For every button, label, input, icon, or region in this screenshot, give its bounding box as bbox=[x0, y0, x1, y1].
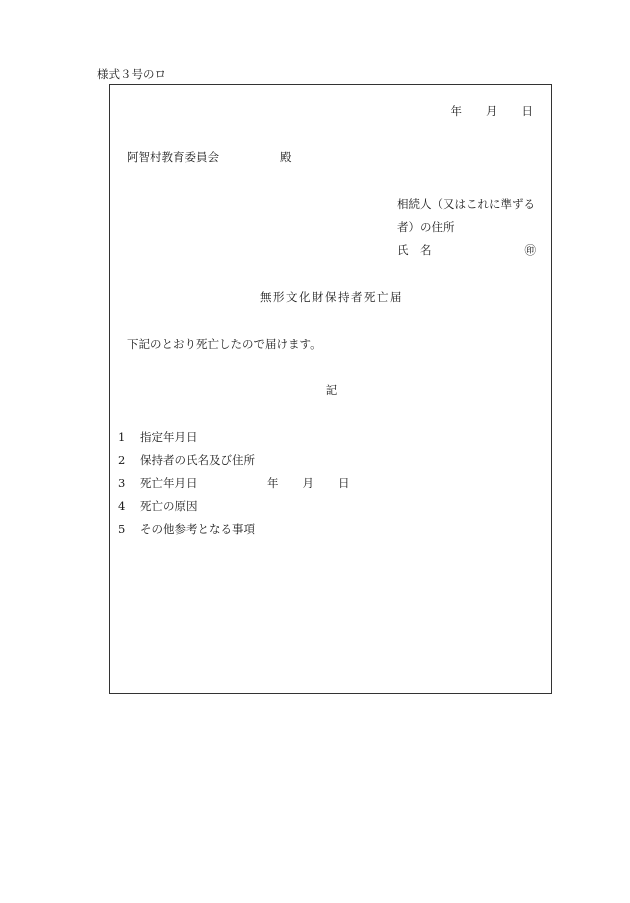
item-label: 死亡の原因 bbox=[140, 499, 198, 513]
item-label: その他参考となる事項 bbox=[140, 522, 255, 536]
item-number: 1 bbox=[118, 430, 126, 444]
applicant-address-label-line2: 者）の住所 bbox=[397, 220, 455, 234]
date-year-label: 年 bbox=[450, 104, 462, 118]
list-item bbox=[118, 453, 255, 467]
applicant-name-label: 氏 名 bbox=[397, 243, 432, 257]
form-frame bbox=[109, 84, 552, 694]
honorific: 殿 bbox=[280, 150, 292, 164]
submission-date bbox=[451, 104, 534, 118]
applicant-name-row bbox=[397, 243, 536, 257]
applicant-address-label-line1: 相続人（又はこれに準ずる bbox=[397, 197, 535, 211]
item-number: 2 bbox=[118, 453, 126, 467]
death-date bbox=[267, 476, 350, 490]
item-label: 指定年月日 bbox=[140, 430, 198, 444]
item-number: 3 bbox=[118, 476, 126, 490]
item-number: 5 bbox=[118, 522, 126, 536]
item-label: 保持者の氏名及び住所 bbox=[140, 453, 255, 467]
document-title: 無形文化財保持者死亡届 bbox=[260, 290, 403, 304]
ki-heading: 記 bbox=[325, 383, 338, 397]
death-year-label: 年 bbox=[267, 476, 279, 490]
date-month-label: 月 bbox=[486, 104, 498, 118]
list-item bbox=[118, 522, 255, 536]
item-label: 死亡年月日 bbox=[140, 476, 198, 490]
date-day-label: 日 bbox=[521, 104, 533, 118]
item-number: 4 bbox=[118, 499, 126, 513]
body-text: 下記のとおり死亡したので届けます。 bbox=[127, 337, 322, 351]
list-item bbox=[118, 430, 198, 444]
addressee: 阿智村教育委員会 bbox=[127, 150, 219, 164]
death-day-label: 日 bbox=[338, 476, 350, 490]
list-item bbox=[118, 499, 198, 513]
death-month-label: 月 bbox=[302, 476, 314, 490]
form-number-label: 様式３号のロ bbox=[97, 67, 166, 81]
seal-mark: ㊞ bbox=[524, 243, 536, 257]
list-item bbox=[118, 476, 198, 490]
